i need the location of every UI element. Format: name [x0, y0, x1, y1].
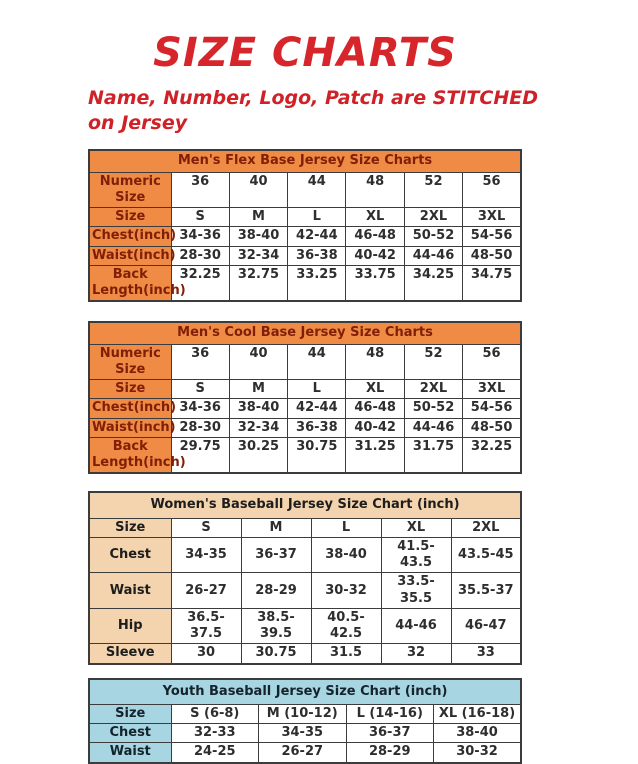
table-cell: 34-36 [171, 399, 229, 418]
table-cell: M [229, 208, 287, 227]
table-cell: 38-40 [229, 399, 287, 418]
table-cell: 28-30 [171, 418, 229, 437]
table-cell: 33.75 [346, 265, 404, 301]
page-title: SIZE CHARTS [153, 30, 457, 76]
table-cell: 36-38 [288, 246, 346, 265]
table-cell: 42-44 [288, 399, 346, 418]
row-label: Numeric Size [89, 172, 171, 208]
table-cell: 43.5-45 [451, 537, 521, 573]
table-cell: 30 [171, 644, 241, 664]
table-cell: 48 [346, 172, 404, 208]
table-cell: 40-42 [346, 418, 404, 437]
table-cell: 56 [463, 172, 521, 208]
table-cell: 44 [288, 344, 346, 380]
table-cell: L [288, 208, 346, 227]
table-row [89, 380, 521, 399]
row-label: Size [89, 704, 171, 723]
table-cell: 34-36 [171, 227, 229, 246]
row-label: Numeric Size [89, 344, 171, 380]
table-cell: 40-42 [346, 246, 404, 265]
table-cell: 56 [463, 344, 521, 380]
table-cell: 36 [171, 344, 229, 380]
table-cell: L [288, 380, 346, 399]
table-cell: 2XL [451, 518, 521, 537]
table-cell: 46-48 [346, 227, 404, 246]
row-label: Size [89, 208, 171, 227]
table-cell: 50-52 [404, 399, 462, 418]
table-cell: S (6-8) [171, 704, 259, 723]
table-cell: 33.25 [288, 265, 346, 301]
table-cell: M [241, 518, 311, 537]
row-label: Hip [89, 608, 171, 644]
table-row [89, 437, 521, 473]
table-row [89, 246, 521, 265]
table-cell: 38-40 [434, 724, 522, 743]
table-cell: 42-44 [288, 227, 346, 246]
table-cell: XL [346, 380, 404, 399]
mens-flex-base-table [88, 149, 522, 302]
table-cell: 30-32 [434, 743, 522, 763]
table-cell: 40.5-42.5 [311, 608, 381, 644]
table-cell: S [171, 518, 241, 537]
row-label: Chest(inch) [89, 399, 171, 418]
table-cell: 32-33 [171, 724, 259, 743]
table-cell: 26-27 [171, 573, 241, 609]
table-cell: 34-35 [171, 537, 241, 573]
table-title: Youth Baseball Jersey Size Chart (inch) [89, 679, 521, 705]
row-label: Size [89, 518, 171, 537]
table-cell: 2XL [404, 380, 462, 399]
youth-baseball-table [88, 678, 522, 764]
row-label: Waist(inch) [89, 246, 171, 265]
page-subtitle [88, 86, 548, 135]
table-cell: M (10-12) [259, 704, 347, 723]
table-cell: 36.5-37.5 [171, 608, 241, 644]
table-cell: 30.25 [229, 437, 287, 473]
row-label: Sleeve [89, 644, 171, 664]
table-cell: 3XL [463, 380, 521, 399]
table-title-row [89, 150, 521, 172]
row-label: Waist [89, 743, 171, 763]
row-label: Size [89, 380, 171, 399]
table-cell: 28-29 [346, 743, 434, 763]
table-row [89, 208, 521, 227]
table-cell: 29.75 [171, 437, 229, 473]
table-cell: 33 [451, 644, 521, 664]
table-cell: 24-25 [171, 743, 259, 763]
table-cell: 28-30 [171, 246, 229, 265]
table-cell: 26-27 [259, 743, 347, 763]
table-cell: L [311, 518, 381, 537]
table-cell: 32 [381, 644, 451, 664]
table-title: Women's Baseball Jersey Size Chart (inch) [89, 492, 521, 518]
table-cell: 28-29 [241, 573, 311, 609]
table-cell: 30.75 [241, 644, 311, 664]
table-cell: 46-48 [346, 399, 404, 418]
table-row [89, 265, 521, 301]
table-cell: 33.5-35.5 [381, 573, 451, 609]
row-label: Chest(inch) [89, 227, 171, 246]
mens-cool-base-table [88, 321, 522, 474]
table-cell: 48-50 [463, 418, 521, 437]
table-row [89, 537, 521, 573]
table-cell: L (14-16) [346, 704, 434, 723]
table-cell: 50-52 [404, 227, 462, 246]
table-cell: 2XL [404, 208, 462, 227]
table-cell: 46-47 [451, 608, 521, 644]
table-cell: 34-35 [259, 724, 347, 743]
table-cell: 52 [404, 344, 462, 380]
table-row [89, 399, 521, 418]
table-cell: 32.75 [229, 265, 287, 301]
table-row [89, 724, 521, 743]
table-cell: 36-38 [288, 418, 346, 437]
table-cell: 44-46 [404, 418, 462, 437]
table-cell: 36-37 [346, 724, 434, 743]
page-subtitle-line1: Name, Number, Logo, Patch are STITCHED [88, 87, 538, 109]
table-cell: 38-40 [229, 227, 287, 246]
table-cell: 35.5-37 [451, 573, 521, 609]
table-row [89, 608, 521, 644]
table-cell: 40 [229, 172, 287, 208]
table-cell: 44-46 [404, 246, 462, 265]
page-subtitle-line2: on Jersey [88, 111, 188, 134]
table-title-row [89, 492, 521, 518]
row-label: Chest [89, 537, 171, 573]
table-cell: 36-37 [241, 537, 311, 573]
table-cell: 38-40 [311, 537, 381, 573]
table-cell: XL (16-18) [434, 704, 522, 723]
table-cell: 40 [229, 344, 287, 380]
table-cell: 44 [288, 172, 346, 208]
table-cell: 30-32 [311, 573, 381, 609]
table-cell: 54-56 [463, 399, 521, 418]
table-title: Men's Cool Base Jersey Size Charts [89, 322, 521, 344]
table-cell: 32.25 [171, 265, 229, 301]
table-cell: 48-50 [463, 246, 521, 265]
table-cell: 32-34 [229, 418, 287, 437]
table-cell: 3XL [463, 208, 521, 227]
row-label: Chest [89, 724, 171, 743]
table-cell: 34.25 [404, 265, 462, 301]
table-cell: S [171, 380, 229, 399]
table-cell: 31.75 [404, 437, 462, 473]
table-cell: 44-46 [381, 608, 451, 644]
table-row [89, 518, 521, 537]
table-row [89, 227, 521, 246]
row-label: Waist(inch) [89, 418, 171, 437]
table-cell: 41.5-43.5 [381, 537, 451, 573]
table-cell: M [229, 380, 287, 399]
row-label: Back Length(inch) [89, 265, 171, 301]
table-cell: 31.25 [346, 437, 404, 473]
table-cell: 52 [404, 172, 462, 208]
table-row [89, 344, 521, 380]
table-cell: 38.5-39.5 [241, 608, 311, 644]
row-label: Waist [89, 573, 171, 609]
table-title: Men's Flex Base Jersey Size Charts [89, 150, 521, 172]
table-cell: 48 [346, 344, 404, 380]
table-cell: 32-34 [229, 246, 287, 265]
table-cell: 32.25 [463, 437, 521, 473]
table-cell: 30.75 [288, 437, 346, 473]
table-cell: 31.5 [311, 644, 381, 664]
table-cell: XL [346, 208, 404, 227]
table-row [89, 172, 521, 208]
table-cell: 36 [171, 172, 229, 208]
table-row [89, 704, 521, 723]
table-row [89, 573, 521, 609]
table-title-row [89, 679, 521, 705]
table-cell: S [171, 208, 229, 227]
table-row [89, 418, 521, 437]
table-cell: 34.75 [463, 265, 521, 301]
womens-baseball-table [88, 491, 522, 664]
row-label: Back Length(inch) [89, 437, 171, 473]
table-row [89, 644, 521, 664]
table-row [89, 743, 521, 763]
table-cell: 54-56 [463, 227, 521, 246]
table-title-row [89, 322, 521, 344]
table-cell: XL [381, 518, 451, 537]
